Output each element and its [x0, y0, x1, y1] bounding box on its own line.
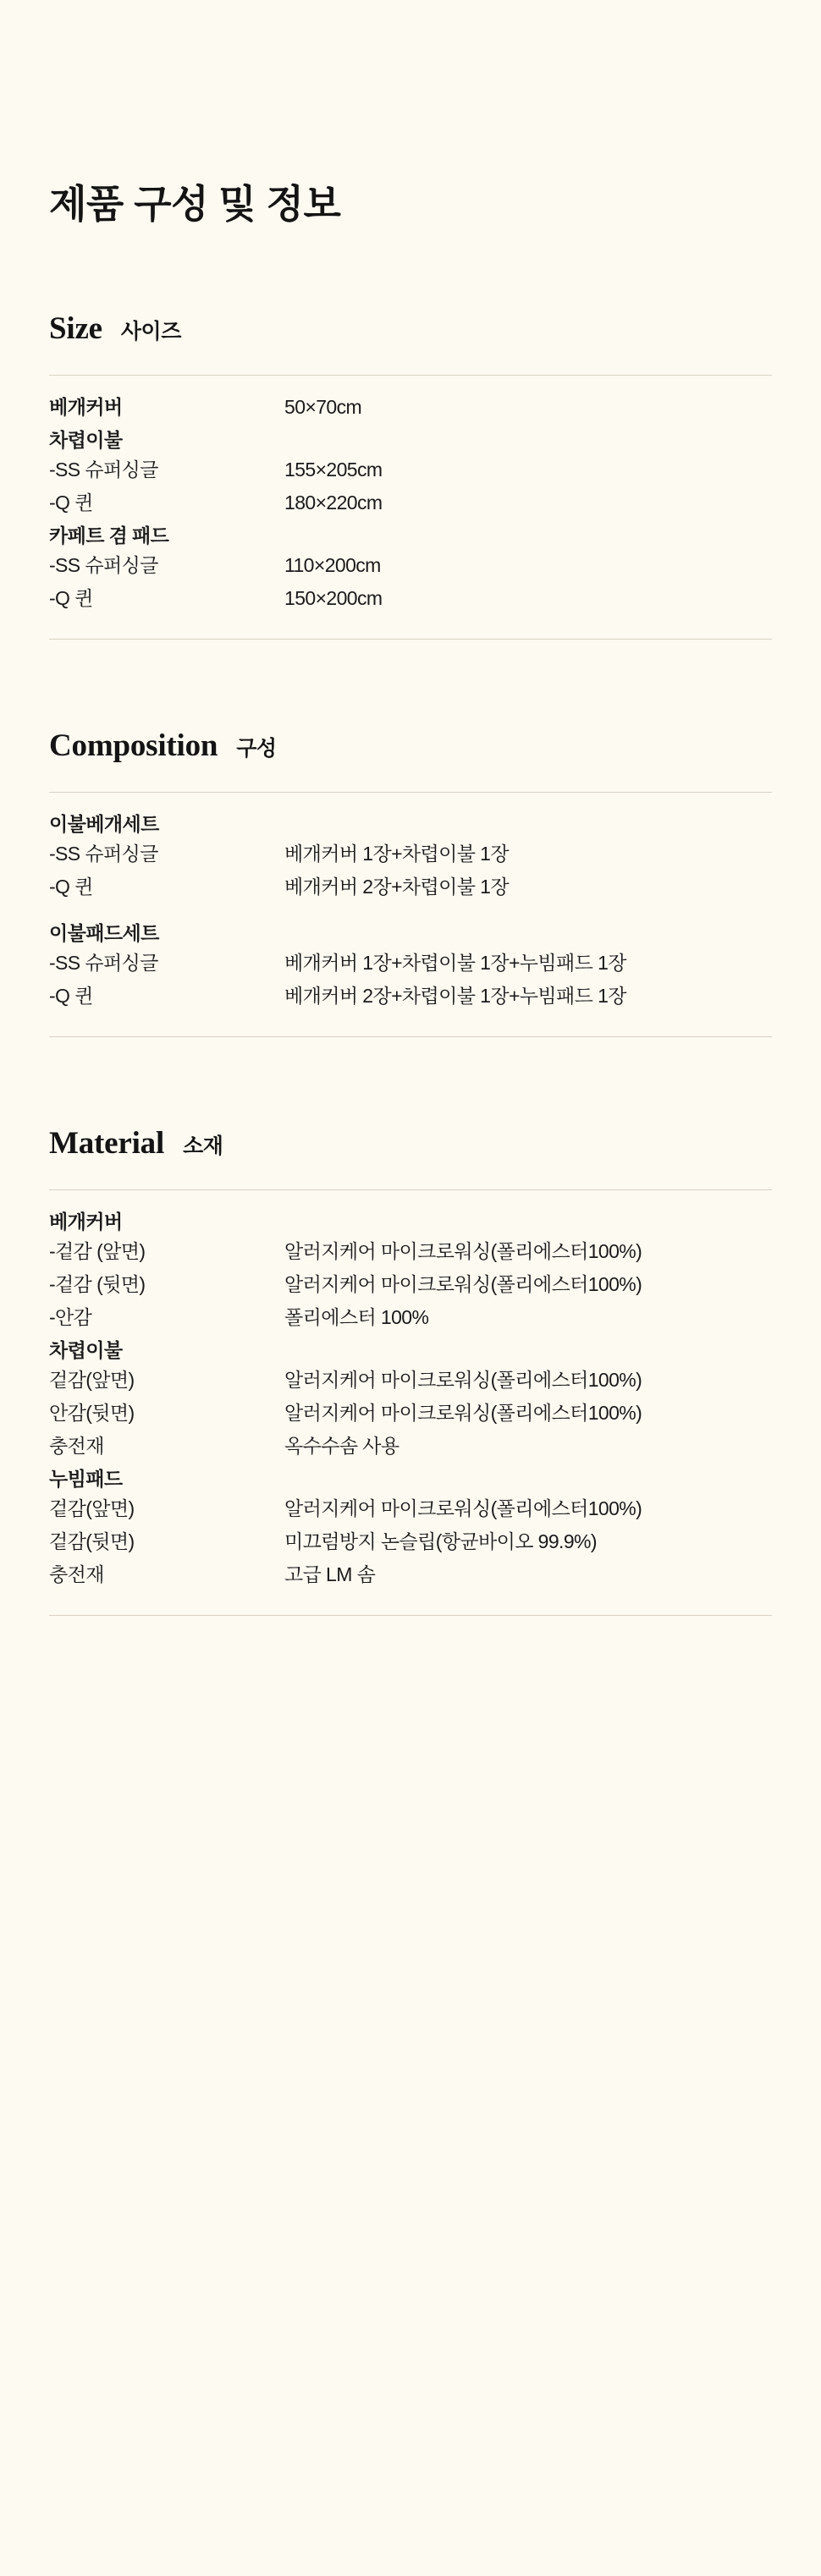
table-row	[49, 424, 772, 453]
table-row	[49, 1430, 772, 1463]
table-row	[49, 391, 772, 424]
row-label: 겉감(앞면)	[49, 1369, 135, 1391]
row-label: 안감(뒷면)	[49, 1402, 135, 1424]
row-label: 베개커버	[49, 396, 123, 418]
row-value: 155×205cm	[284, 459, 383, 481]
section-heading	[49, 728, 772, 764]
section-title-en: Size	[49, 311, 102, 346]
row-label: 누빔패드	[49, 1468, 123, 1490]
section-heading	[49, 1125, 772, 1162]
row-label: -겉감 (뒷면)	[49, 1273, 146, 1295]
row-value: 옥수수솜 사용	[284, 1435, 399, 1457]
table-row	[49, 582, 772, 615]
row-label: 충전재	[49, 1563, 104, 1585]
table-row	[49, 808, 772, 838]
size-table	[49, 391, 772, 615]
row-label: -Q 퀸	[49, 985, 93, 1007]
row-value: 알러지케어 마이크로워싱(폴리에스터100%)	[284, 1402, 642, 1424]
spacer	[49, 640, 772, 728]
spacer	[49, 1616, 772, 1768]
table-row	[49, 486, 772, 519]
section-size	[49, 310, 772, 640]
row-value: 베개커버 1장+차렵이불 1장	[284, 843, 509, 865]
table-row	[49, 519, 772, 549]
table-row	[49, 1463, 772, 1492]
row-label: 차렵이불	[49, 429, 123, 451]
row-label: 겉감(앞면)	[49, 1497, 135, 1519]
row-value: 베개커버 1장+차렵이불 1장+누빔패드 1장	[284, 952, 626, 974]
table-row	[49, 1492, 772, 1525]
table-row	[49, 549, 772, 582]
row-label: 충전재	[49, 1435, 104, 1457]
row-label: -Q 퀸	[49, 876, 93, 898]
material-table	[49, 1206, 772, 1591]
table-row	[49, 453, 772, 486]
section-title-en: Composition	[49, 728, 218, 763]
row-label: 베개커버	[49, 1211, 123, 1233]
row-label: 이불패드세트	[49, 922, 159, 944]
row-label: 차렵이불	[49, 1339, 123, 1361]
row-label: -Q 퀸	[49, 587, 93, 609]
row-label: -SS 슈퍼싱글	[49, 843, 158, 865]
section-title-ko: 소재	[183, 1134, 223, 1158]
table-row	[49, 871, 772, 904]
table-row	[49, 1364, 772, 1397]
row-value: 베개커버 2장+차렵이불 1장+누빔패드 1장	[284, 985, 626, 1007]
divider	[49, 1189, 772, 1190]
table-row	[49, 1525, 772, 1558]
row-value: 180×220cm	[284, 492, 383, 514]
spacer	[49, 904, 772, 917]
table-row	[49, 1206, 772, 1235]
row-value: 알러지케어 마이크로워싱(폴리에스터100%)	[284, 1240, 642, 1262]
row-value: 알러지케어 마이크로워싱(폴리에스터100%)	[284, 1497, 642, 1519]
table-row	[49, 1558, 772, 1591]
row-value: 베개커버 2장+차렵이불 1장	[284, 876, 509, 898]
table-row	[49, 1301, 772, 1334]
row-label: -SS 슈퍼싱글	[49, 952, 158, 974]
row-label: 이불베개세트	[49, 813, 159, 835]
table-row	[49, 1334, 772, 1364]
divider	[49, 375, 772, 376]
section-heading	[49, 310, 772, 347]
row-value: 알러지케어 마이크로워싱(폴리에스터100%)	[284, 1369, 642, 1391]
table-row	[49, 947, 772, 980]
row-label: -Q 퀸	[49, 492, 93, 514]
row-label: -겉감 (앞면)	[49, 1240, 146, 1262]
row-label: -SS 슈퍼싱글	[49, 554, 158, 576]
table-row	[49, 838, 772, 871]
page-title: 제품 구성 및 정보	[49, 182, 341, 226]
row-value: 미끄럼방지 논슬립(항균바이오 99.9%)	[284, 1530, 597, 1552]
divider	[49, 792, 772, 793]
row-label: 카페트 겸 패드	[49, 525, 169, 547]
section-title-ko: 사이즈	[120, 320, 181, 343]
table-row	[49, 917, 772, 947]
section-title-ko: 구성	[236, 737, 277, 761]
row-value: 150×200cm	[284, 587, 383, 609]
table-row	[49, 980, 772, 1013]
row-value: 50×70cm	[284, 396, 362, 418]
section-material	[49, 1125, 772, 1616]
section-composition	[49, 728, 772, 1037]
composition-table	[49, 808, 772, 1013]
table-row	[49, 1268, 772, 1301]
row-label: -SS 슈퍼싱글	[49, 459, 158, 481]
row-value: 알러지케어 마이크로워싱(폴리에스터100%)	[284, 1273, 642, 1295]
table-row	[49, 1235, 772, 1268]
row-label: -안감	[49, 1306, 92, 1328]
row-value: 폴리에스터 100%	[284, 1306, 429, 1328]
row-value: 고급 LM 솜	[284, 1563, 376, 1585]
table-row	[49, 1397, 772, 1430]
spacer	[49, 1037, 772, 1125]
row-label: 겉감(뒷면)	[49, 1530, 135, 1552]
section-title-en: Material	[49, 1126, 165, 1161]
row-value: 110×200cm	[284, 554, 381, 576]
spacer	[49, 229, 772, 310]
